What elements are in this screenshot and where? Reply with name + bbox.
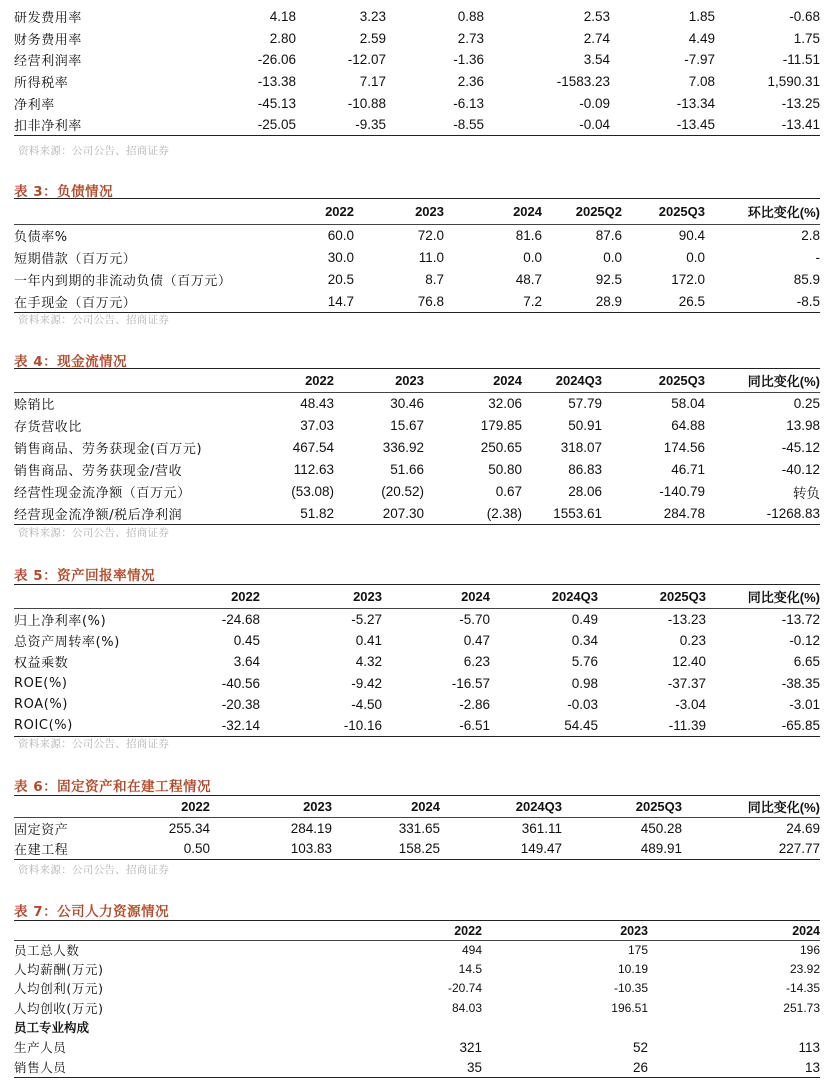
cell-value: -5.70 xyxy=(459,611,490,627)
cell-value: 2.80 xyxy=(269,30,296,46)
cell-value: 84.03 xyxy=(451,1000,482,1015)
cell-value: 450.28 xyxy=(640,820,682,836)
column-header xyxy=(14,199,274,225)
cell-value: 90.4 xyxy=(678,228,705,244)
cell-value: 7.17 xyxy=(359,74,386,90)
cell-value: 6.65 xyxy=(793,654,820,670)
row-label: 财务费用率 xyxy=(14,32,83,48)
cell-value: -10.16 xyxy=(343,718,382,734)
debt-table xyxy=(14,198,820,313)
row-label: 权益乘数 xyxy=(14,656,69,672)
cell-value: 0.25 xyxy=(793,396,820,412)
row-label: 总资产周转率(%) xyxy=(14,635,120,651)
cell-value: 331.65 xyxy=(398,820,440,836)
cell-value: 2.36 xyxy=(457,74,484,90)
cell-value: -45.12 xyxy=(781,440,820,455)
cell-value: 1.85 xyxy=(688,9,715,25)
cell-value: -0.03 xyxy=(567,697,598,713)
row-label: 赊销比 xyxy=(14,398,55,414)
column-header: 2022 xyxy=(274,199,354,225)
table-row xyxy=(14,481,820,503)
column-header: 2024Q3 xyxy=(440,796,562,818)
cell-value: 51.82 xyxy=(300,505,334,521)
header-row xyxy=(14,921,820,941)
cell-value: -13.25 xyxy=(781,95,820,111)
cell-value: 52 xyxy=(632,1039,648,1055)
cell-value: 28.06 xyxy=(568,484,602,499)
cell-value: 361.11 xyxy=(521,820,562,836)
column-header: 2025Q3 xyxy=(562,796,682,818)
cell-value: 0.49 xyxy=(571,611,598,627)
cell-value: 489.91 xyxy=(640,841,682,857)
row-label: ROE(%) xyxy=(14,675,68,691)
table-row xyxy=(14,459,820,481)
cell-value: 179.85 xyxy=(480,418,522,433)
table-row xyxy=(14,225,820,247)
cell-value: 10.19 xyxy=(617,962,648,977)
cell-value: 227.77 xyxy=(778,841,820,857)
cell-value: -26.06 xyxy=(257,52,296,68)
cell-value: 207.30 xyxy=(382,505,424,521)
cell-value: 28.9 xyxy=(595,293,622,309)
cell-value: 196 xyxy=(799,943,820,958)
cell-value: 11.0 xyxy=(418,250,444,265)
cell-value: 0.47 xyxy=(463,633,490,649)
table-row xyxy=(14,651,820,672)
row-label: 生产人员 xyxy=(14,1040,67,1056)
column-header xyxy=(14,796,104,818)
table-title: 表 5：资产回报率情况 xyxy=(14,568,156,584)
row-label: 经营利润率 xyxy=(14,54,83,70)
cell-value: 336.92 xyxy=(382,440,424,455)
cell-value: -1.36 xyxy=(453,52,484,68)
column-header: 同比变化(%) xyxy=(705,369,820,393)
cell-value: 318.07 xyxy=(560,440,602,455)
table-row xyxy=(14,49,820,71)
cell-value: 2.73 xyxy=(457,30,484,46)
cell-value: 13.98 xyxy=(786,418,820,433)
row-label: 净利率 xyxy=(14,97,55,113)
cell-value: 8.7 xyxy=(425,272,444,287)
cell-value: -0.68 xyxy=(789,9,820,25)
row-label: 归上净利率(%) xyxy=(14,613,107,629)
cell-value: 13 xyxy=(804,1059,820,1075)
cell-value: -7.97 xyxy=(684,52,715,68)
header-row xyxy=(14,796,820,818)
column-header: 2024Q3 xyxy=(522,369,602,393)
cell-value: 2.74 xyxy=(583,30,610,46)
expense-ratio-table xyxy=(14,6,820,136)
cell-value: 48.7 xyxy=(515,272,542,287)
table-row xyxy=(14,71,820,93)
column-header: 2025Q3 xyxy=(598,585,706,609)
row-label: 人均创收(万元) xyxy=(14,1000,104,1016)
table-row xyxy=(14,715,820,736)
row-label: 销售商品、劳务获现金/营收 xyxy=(14,464,183,479)
cell-value: 494 xyxy=(461,943,482,958)
cell-value: 0.0 xyxy=(523,250,542,265)
table-row xyxy=(14,1057,820,1077)
table-row xyxy=(14,247,820,269)
cell-value: 284.78 xyxy=(663,505,705,521)
row-label: 在手现金（百万元） xyxy=(14,295,137,311)
column-header: 2023 xyxy=(260,585,382,609)
cell-value: -25.05 xyxy=(257,117,296,133)
cell-value: -9.42 xyxy=(351,675,382,691)
cell-value: 1,590.31 xyxy=(767,74,820,90)
cell-value: -5.27 xyxy=(351,611,382,627)
cell-value: -13.41 xyxy=(781,117,820,133)
cell-value: 86.83 xyxy=(568,462,602,477)
header-row xyxy=(14,199,820,225)
cell-value: -40.12 xyxy=(781,462,820,477)
table-row xyxy=(14,1037,820,1057)
cell-value: 5.76 xyxy=(571,654,598,670)
cell-value: -6.51 xyxy=(459,718,490,734)
table-row xyxy=(14,609,820,630)
column-header: 2024 xyxy=(382,585,490,609)
cell-value: 0.50 xyxy=(183,841,210,857)
cell-value: 0.41 xyxy=(355,633,382,649)
cell-value: 2.59 xyxy=(359,30,386,46)
cell-value: 7.2 xyxy=(523,293,542,309)
column-header: 2022 xyxy=(164,585,260,609)
cell-value: -20.74 xyxy=(447,981,482,996)
cell-value: 149.47 xyxy=(520,841,562,857)
cell-value: -20.38 xyxy=(221,697,260,713)
column-header: 2024 xyxy=(444,199,542,225)
cell-value: 60.0 xyxy=(327,228,354,244)
cell-value: 35 xyxy=(466,1059,482,1075)
cell-value: -3.04 xyxy=(675,697,706,713)
cell-value: 0.88 xyxy=(457,9,484,25)
cell-value: -16.57 xyxy=(451,675,490,691)
cell-value: 284.19 xyxy=(290,820,332,836)
cashflow-table xyxy=(14,368,820,525)
cell-value: 467.54 xyxy=(292,440,334,455)
cell-value: 50.91 xyxy=(568,418,602,433)
cell-value: -8.5 xyxy=(796,293,820,309)
cell-value: 72.0 xyxy=(417,228,444,244)
cell-value: 85.9 xyxy=(793,272,820,287)
cell-value: -1268.83 xyxy=(766,505,820,521)
column-header: 2023 xyxy=(334,369,424,393)
cell-value: 172.0 xyxy=(671,272,705,287)
column-header xyxy=(14,585,164,609)
source-note: 资料来源：公司公告、招商证券 xyxy=(18,738,170,750)
cell-value: -1583.23 xyxy=(556,74,610,90)
cell-value: 1553.61 xyxy=(553,505,602,521)
cell-value: 转负 xyxy=(793,485,820,501)
cell-value: -0.12 xyxy=(789,633,820,649)
cell-value: 37.03 xyxy=(300,418,334,433)
cell-value: -2.86 xyxy=(459,697,490,713)
table-row xyxy=(14,393,820,415)
cell-value: -65.85 xyxy=(781,718,820,734)
table-row xyxy=(14,114,820,136)
row-label: 固定资产 xyxy=(14,822,69,838)
cell-value: -14.35 xyxy=(785,981,820,996)
table-row xyxy=(14,291,820,313)
cell-value: 30.46 xyxy=(390,396,424,412)
cell-value: 26 xyxy=(632,1059,648,1075)
cell-value: 0.0 xyxy=(603,250,622,265)
cell-value: 48.43 xyxy=(300,396,334,412)
column-header: 2022 xyxy=(184,921,482,941)
column-header: 2023 xyxy=(482,921,648,941)
cell-value: 23.92 xyxy=(789,962,820,977)
column-header xyxy=(14,369,254,393)
source-note: 资料来源：公司公告、招商证券 xyxy=(18,527,170,539)
cell-value: -11.39 xyxy=(668,718,706,734)
table-row xyxy=(14,941,820,960)
cell-value: -10.88 xyxy=(347,95,386,111)
cell-value: 51.66 xyxy=(390,462,424,477)
cell-value: -0.04 xyxy=(579,117,610,133)
column-header: 2022 xyxy=(104,796,210,818)
row-label: 存货营收比 xyxy=(14,420,83,435)
cell-value: -9.35 xyxy=(355,117,386,133)
cell-value: 6.23 xyxy=(463,654,490,670)
cell-value: -0.09 xyxy=(579,95,610,111)
cell-value: 255.34 xyxy=(168,820,210,836)
table-row xyxy=(14,998,820,1017)
row-label: 一年内到期的非流动负债（百万元） xyxy=(14,274,232,289)
row-label: ROA(%) xyxy=(14,697,69,713)
table-row xyxy=(14,839,820,860)
fixed-asset-table xyxy=(14,795,820,860)
cell-value: 12.40 xyxy=(672,654,706,670)
cell-value: 158.25 xyxy=(398,841,440,857)
row-label: 在建工程 xyxy=(14,843,69,859)
cell-value: 0.0 xyxy=(686,250,705,265)
cell-value: 250.65 xyxy=(480,440,522,455)
table-row xyxy=(14,92,820,114)
cell-value: 0.23 xyxy=(679,633,706,649)
source-note: 资料来源：公司公告、招商证券 xyxy=(18,145,170,157)
column-header: 2024 xyxy=(648,921,820,941)
table-title: 表 3：负债情况 xyxy=(14,184,114,200)
row-label: 研发费用率 xyxy=(14,11,83,27)
cell-value: 4.32 xyxy=(355,654,382,670)
cell-value: 103.83 xyxy=(290,841,332,857)
cell-value: 3.23 xyxy=(359,9,386,25)
cell-value: 50.80 xyxy=(488,462,522,477)
row-label: 人均创利(万元) xyxy=(14,981,104,997)
row-label: 销售人员 xyxy=(14,1060,67,1075)
cell-value: 76.8 xyxy=(417,293,444,309)
cell-value: 81.6 xyxy=(515,228,542,244)
cell-value: 87.6 xyxy=(595,228,622,244)
cell-value: 251.73 xyxy=(783,1000,820,1015)
row-label: 短期借款（百万元） xyxy=(14,252,137,267)
column-header xyxy=(14,921,184,941)
cell-value: -24.68 xyxy=(221,611,260,627)
cell-value: -3.01 xyxy=(789,697,820,713)
source-note: 资料来源：公司公告、招商证券 xyxy=(18,864,170,876)
cell-value: (53.08) xyxy=(291,484,334,499)
subheader: 员工专业构成 xyxy=(14,1020,90,1036)
cell-value: -40.56 xyxy=(221,675,260,691)
table-title: 表 7：公司人力资源情况 xyxy=(14,904,170,920)
cell-value: -12.07 xyxy=(347,52,386,68)
table-row xyxy=(14,503,820,525)
hr-table xyxy=(14,920,820,1078)
cell-value: (2.38) xyxy=(486,505,522,521)
column-header: 2024Q3 xyxy=(490,585,598,609)
cell-value: -4.50 xyxy=(351,697,382,713)
table-title: 表 4：现金流情况 xyxy=(14,354,128,370)
cell-value: -6.13 xyxy=(453,95,484,111)
table-row xyxy=(14,960,820,979)
cell-value: -13.23 xyxy=(667,611,706,627)
cell-value: 174.56 xyxy=(663,440,705,455)
cell-value: 26.5 xyxy=(678,293,705,309)
row-label: 员工总人数 xyxy=(14,943,80,959)
cell-value: 14.7 xyxy=(327,293,354,309)
row-label: 负债率% xyxy=(14,230,68,246)
table-row xyxy=(14,818,820,839)
cell-value: 64.88 xyxy=(671,418,705,433)
table-row xyxy=(14,673,820,694)
cell-value: 20.5 xyxy=(327,272,354,287)
table-row xyxy=(14,28,820,50)
table-row xyxy=(14,694,820,715)
row-label: 经营性现金流净额（百万元） xyxy=(14,486,191,501)
cell-value: 57.79 xyxy=(568,396,602,412)
table-row xyxy=(14,269,820,291)
cell-value: 32.06 xyxy=(488,396,522,412)
cell-value: -13.45 xyxy=(676,117,715,133)
column-header: 2025Q3 xyxy=(622,199,705,225)
cell-value: 58.04 xyxy=(671,396,705,412)
row-label: 销售商品、劳务获现金(百万元) xyxy=(14,442,203,457)
table-row xyxy=(14,437,820,459)
column-header: 2024 xyxy=(424,369,522,393)
cell-value: 4.49 xyxy=(688,30,715,46)
row-label: 人均薪酬(万元) xyxy=(14,962,104,978)
table-row xyxy=(14,630,820,651)
cell-value: 3.54 xyxy=(583,52,610,68)
cell-value: 0.67 xyxy=(495,484,522,499)
cell-value: (20.52) xyxy=(381,484,424,499)
cell-value: 24.69 xyxy=(786,820,820,836)
cell-value: -32.14 xyxy=(221,718,260,734)
cell-value: 0.34 xyxy=(571,633,598,649)
asset-return-table xyxy=(14,584,820,737)
row-label: 经营现金流净额/税后净利润 xyxy=(14,507,183,523)
cell-value: 1.75 xyxy=(793,30,820,46)
cell-value: 15.67 xyxy=(390,418,424,433)
cell-value: 321 xyxy=(459,1039,482,1055)
cell-value: -13.38 xyxy=(257,74,296,90)
column-header: 2022 xyxy=(254,369,334,393)
column-header: 环比变化(%) xyxy=(705,199,820,225)
cell-value: 54.45 xyxy=(564,718,598,734)
header-row xyxy=(14,585,820,609)
cell-value: 92.5 xyxy=(595,272,622,287)
cell-value: 2.8 xyxy=(801,228,820,244)
column-header: 2025Q3 xyxy=(602,369,705,393)
table-row xyxy=(14,415,820,437)
row-label: ROIC(%) xyxy=(14,718,73,734)
row-label: 所得税率 xyxy=(14,76,69,92)
cell-value: -37.37 xyxy=(667,675,706,691)
column-header: 2023 xyxy=(354,199,444,225)
cell-value: 46.71 xyxy=(671,462,705,477)
cell-value: 0.45 xyxy=(233,633,260,649)
cell-value: 0.98 xyxy=(571,675,598,691)
column-header: 2023 xyxy=(210,796,332,818)
header-row xyxy=(14,369,820,393)
cell-value: 2.53 xyxy=(583,9,610,25)
cell-value: 4.18 xyxy=(269,9,296,25)
cell-value: 113 xyxy=(798,1039,820,1055)
cell-value: -13.34 xyxy=(676,95,715,111)
column-header: 2025Q2 xyxy=(542,199,622,225)
cell-value: 175 xyxy=(627,943,648,958)
cell-value: -11.51 xyxy=(782,52,820,68)
cell-value: -38.35 xyxy=(781,675,820,691)
cell-value: -10.35 xyxy=(613,981,648,996)
cell-value: 7.08 xyxy=(688,74,715,90)
source-note: 资料来源：公司公告、招商证券 xyxy=(18,314,170,326)
table-row xyxy=(14,979,820,998)
cell-value: 14.5 xyxy=(458,962,482,977)
column-header: 同比变化(%) xyxy=(706,585,820,609)
cell-value: -140.79 xyxy=(659,484,705,499)
row-label: 扣非净利率 xyxy=(14,119,83,135)
cell-value: 30.0 xyxy=(327,250,354,265)
column-header: 同比变化(%) xyxy=(682,796,820,818)
cell-value: -13.72 xyxy=(781,611,820,627)
cell-value: 112.63 xyxy=(293,462,334,477)
column-header: 2024 xyxy=(332,796,440,818)
cell-value: -45.13 xyxy=(257,95,296,111)
cell-value: -8.55 xyxy=(453,117,484,133)
cell-value: - xyxy=(815,250,820,265)
cell-value: 196.51 xyxy=(611,1000,648,1015)
table-row xyxy=(14,6,820,28)
table-title: 表 6：固定资产和在建工程情况 xyxy=(14,779,212,795)
cell-value: 3.64 xyxy=(233,654,260,670)
